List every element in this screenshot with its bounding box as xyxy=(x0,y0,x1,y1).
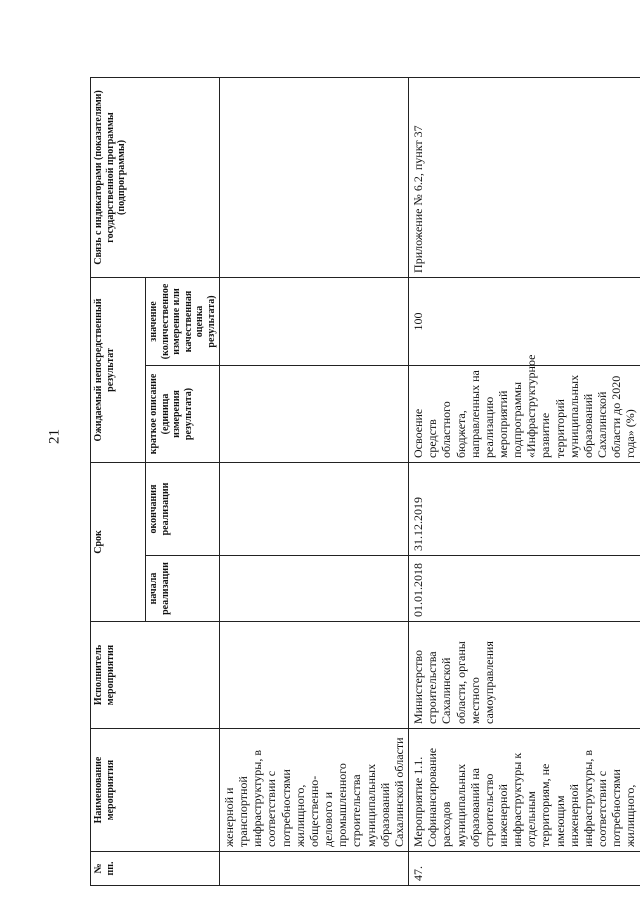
table-row xyxy=(220,77,409,885)
table-row xyxy=(409,77,640,885)
cell-result-value: 100 xyxy=(409,277,640,365)
header-term-end: окончания реализации xyxy=(146,462,220,555)
header-term-start: начала реализации xyxy=(146,556,220,622)
rotated-table-container xyxy=(90,78,638,886)
cell-executor: Министерство строительства Сахалинской области, органы местного самоуправления xyxy=(409,622,640,729)
cell-num: 47. xyxy=(409,852,640,886)
cell-num xyxy=(220,852,409,886)
cell-result-value xyxy=(220,277,409,365)
cell-name: женерной и транспортной инфраструктуры, в соответствии с потребностями жилищного, общественно-делового и промышленного строительства муниципальных образований Сахалинской области xyxy=(220,729,409,852)
header-executor: Исполнитель мероприятия xyxy=(91,622,220,729)
cell-start: 01.01.2018 xyxy=(409,556,640,622)
cell-name: Мероприятие 1.1. Софинансирование расходов муниципальных образований на строительство инженерной инфраструктуры к отдельным территориям, не имеющим инженерной инфраструктуры, в соответствии с потребностями жилищного, xyxy=(409,729,640,852)
cell-link xyxy=(220,77,409,277)
rotated-table-frame xyxy=(90,78,638,886)
measures-table xyxy=(90,77,640,886)
header-name: Наименование мероприятия xyxy=(91,729,220,852)
header-link: Связь с индикаторами (показателями) государственной программы (подпрограммы) xyxy=(91,77,220,277)
cell-start xyxy=(220,556,409,622)
cell-result-desc xyxy=(220,365,409,462)
cell-link: Приложение № 6.2, пункт 37 xyxy=(409,77,640,277)
header-result-desc: краткое описание (единица измерения результата) xyxy=(146,365,220,462)
cell-end xyxy=(220,462,409,555)
cell-end: 31.12.2019 xyxy=(409,462,640,555)
cell-result-desc: Освоение средств областного бюджета, направленных на реализацию мероприятий подпрограммы «Инфраструктурное развитие территорий муниципальных образований Сахалинской области до 2020 года» (%) xyxy=(409,365,640,462)
header-term: Срок xyxy=(91,462,146,621)
header-result: Ожидаемый непосредственный результат xyxy=(91,277,146,462)
cell-executor xyxy=(220,622,409,729)
header-num: № пп. xyxy=(91,852,220,886)
header-result-value: значение (количественное измерение или качественная оценка результата) xyxy=(146,277,220,365)
page-number: 21 xyxy=(46,429,63,444)
